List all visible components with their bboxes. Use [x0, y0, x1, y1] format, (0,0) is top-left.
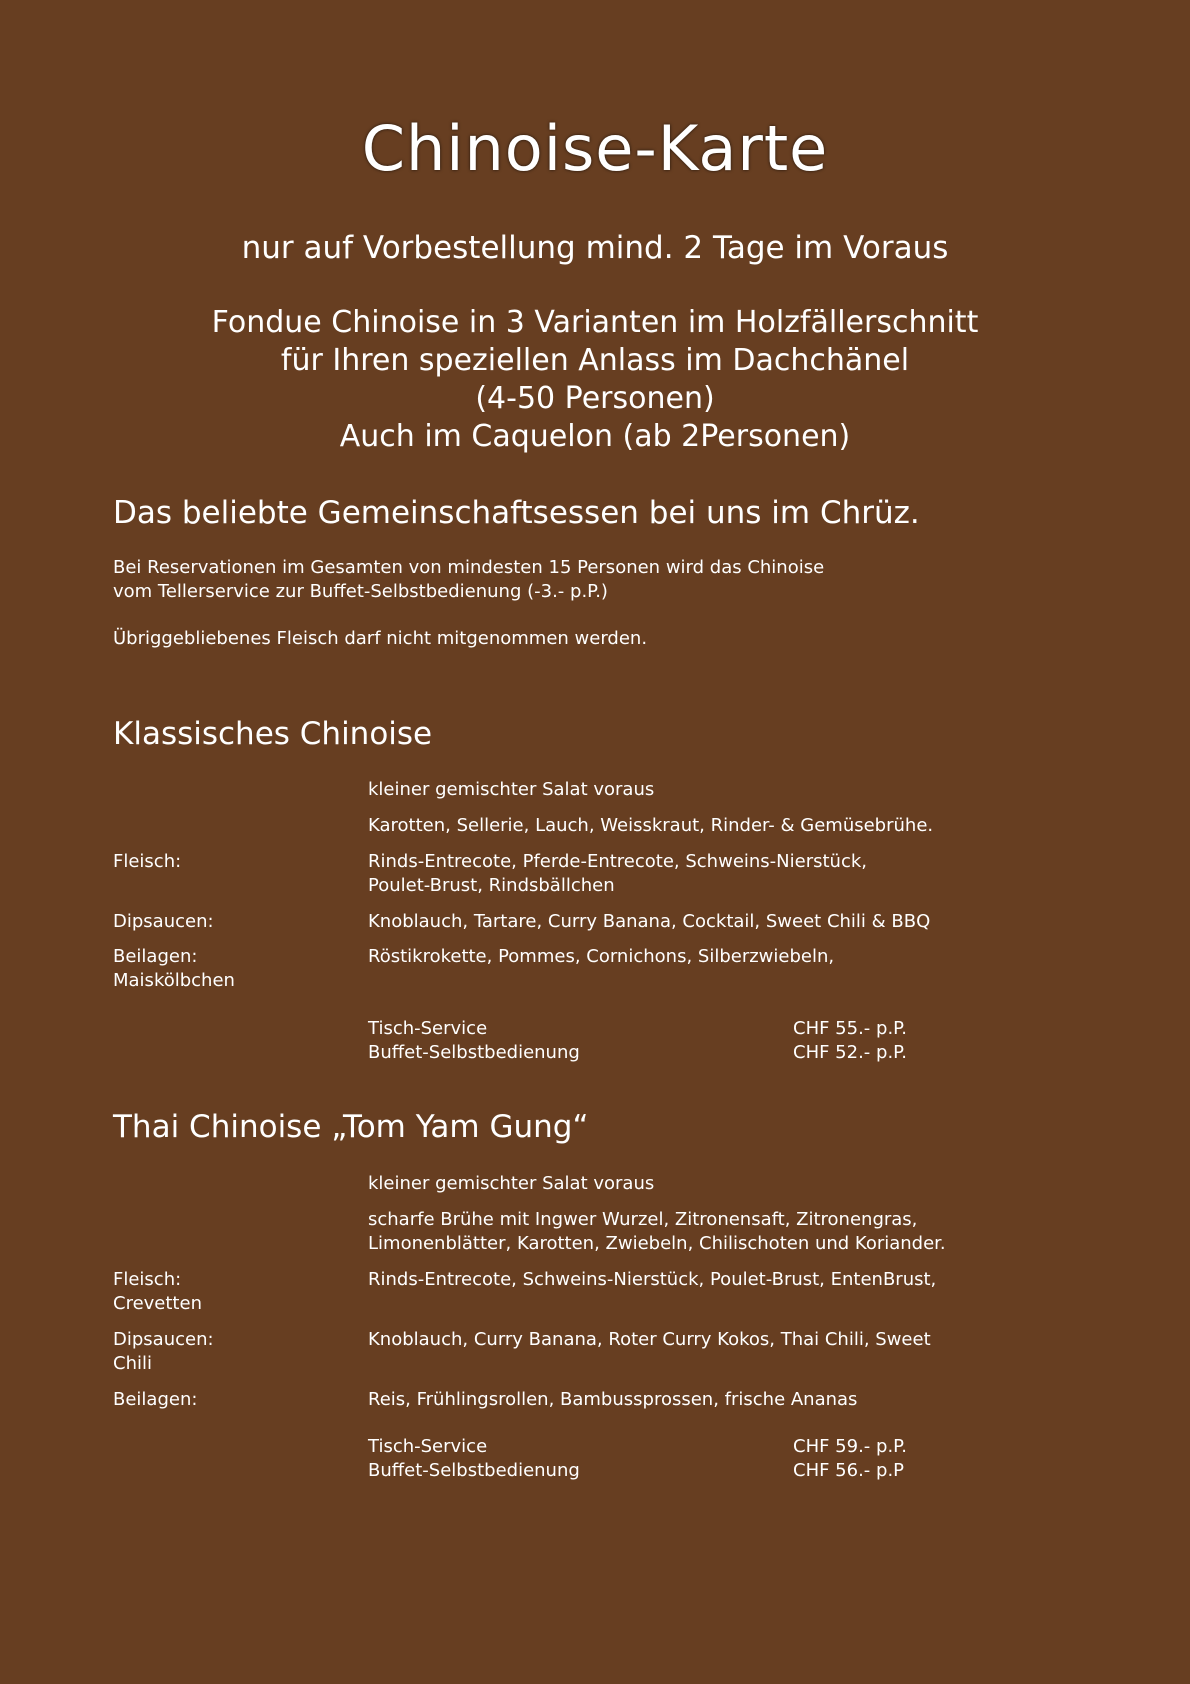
classic-price-table: CHF 55.- p.P. [793, 1018, 907, 1039]
classic-meat-line: Poulet-Brust, Rindsbällchen [368, 875, 615, 896]
classic-broth: Karotten, Sellerie, Lauch, Weisskraut, Rinder- & Gemüsebrühe. [368, 815, 934, 836]
thai-service-table: Tisch-Service [368, 1436, 488, 1457]
classic-dips-label: Dipsaucen: [113, 911, 214, 932]
classic-heading: Klassisches Chinoise [113, 716, 433, 752]
thai-meat: Rinds-Entrecote, Schweins-Nierstück, Poulet-Brust, EntenBrust, [368, 1269, 937, 1290]
intro-line: (4-50 Personen) [475, 381, 715, 416]
community-heading: Das beliebte Gemeinschaftsessen bei uns im Chrüz. [113, 495, 920, 531]
classic-salad: kleiner gemischter Salat voraus [368, 779, 655, 800]
classic-sides: Röstikrokette, Pommes, Cornichons, Silberzwiebeln, [368, 946, 835, 967]
leftover-note: Übriggebliebenes Fleisch darf nicht mitgenommen werden. [113, 628, 648, 649]
thai-dips-overflow: Chili [113, 1353, 152, 1374]
reservation-note-line: vom Tellerservice zur Buffet-Selbstbedienung (-3.- p.P.) [113, 581, 608, 602]
classic-meat-line: Rinds-Entrecote, Pferde-Entrecote, Schweins-Nierstück, [368, 851, 867, 872]
thai-price-table: CHF 59.- p.P. [793, 1436, 907, 1457]
thai-service-buffet: Buffet-Selbstbedienung [368, 1460, 580, 1481]
intro-line: Auch im Caquelon (ab 2Personen) [339, 419, 851, 454]
thai-sides-label: Beilagen: [113, 1389, 198, 1410]
thai-salad: kleiner gemischter Salat voraus [368, 1173, 655, 1194]
classic-sides-label: Beilagen: [113, 946, 198, 967]
thai-broth-line: Limonenblätter, Karotten, Zwiebeln, Chilischoten und Koriander. [368, 1233, 946, 1254]
reservation-note-line: Bei Reservationen im Gesamten von mindesten 15 Personen wird das Chinoise [113, 557, 825, 578]
thai-sides: Reis, Frühlingsrollen, Bambussprossen, frische Ananas [368, 1389, 858, 1410]
thai-heading: Thai Chinoise „Tom Yam Gung“ [113, 1109, 589, 1145]
classic-meat-label: Fleisch: [113, 851, 182, 872]
thai-broth-line: scharfe Brühe mit Ingwer Wurzel, Zitronensaft, Zitronengras, [368, 1209, 918, 1230]
classic-price-buffet: CHF 52.- p.P. [793, 1042, 907, 1063]
thai-meat-label: Fleisch: [113, 1269, 182, 1290]
intro-block [0, 304, 1190, 456]
intro-line: Fondue Chinoise in 3 Varianten im Holzfällerschnitt [211, 305, 979, 340]
preorder-note: nur auf Vorbestellung mind. 2 Tage im Voraus [241, 230, 949, 266]
page-title: Chinoise-Karte [361, 112, 829, 185]
thai-dips-label: Dipsaucen: [113, 1329, 214, 1350]
thai-dips: Knoblauch, Curry Banana, Roter Curry Kokos, Thai Chili, Sweet [368, 1329, 931, 1350]
classic-dips: Knoblauch, Tartare, Curry Banana, Cocktail, Sweet Chili & BBQ [368, 911, 931, 932]
classic-sides-overflow: Maiskölbchen [113, 970, 235, 991]
classic-service-buffet: Buffet-Selbstbedienung [368, 1042, 580, 1063]
intro-line: für Ihren speziellen Anlass im Dachchänel [280, 343, 910, 378]
classic-service-table: Tisch-Service [368, 1018, 488, 1039]
thai-meat-overflow: Crevetten [113, 1293, 202, 1314]
thai-price-buffet: CHF 56.- p.P [793, 1460, 905, 1481]
